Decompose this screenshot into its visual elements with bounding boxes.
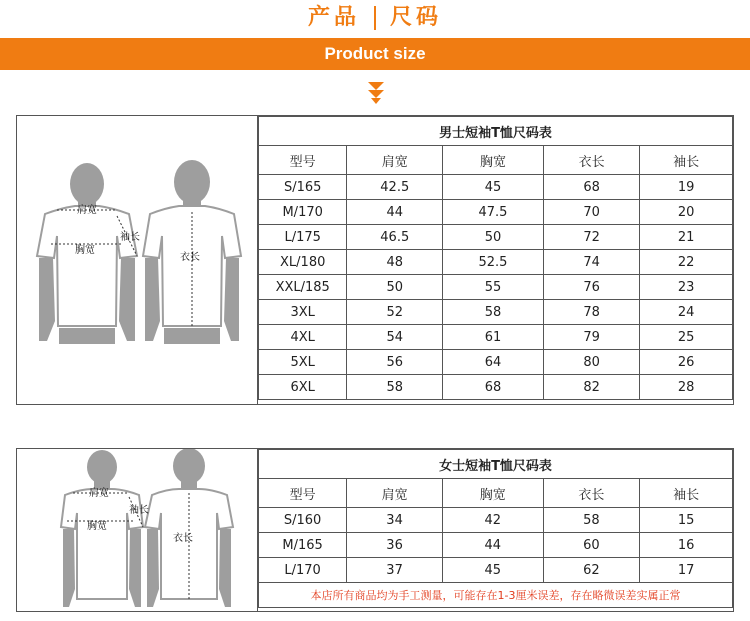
value-cell: 22 [640,250,733,275]
men-figure-area [17,116,258,404]
value-cell: 58 [443,300,544,325]
value-cell: 24 [640,300,733,325]
value-cell: 68 [443,375,544,400]
value-cell: 68 [543,175,640,200]
table-row [259,558,733,583]
value-cell: 44 [347,200,443,225]
value-cell: 21 [640,225,733,250]
header-cell: 衣长 [543,146,640,175]
measurement-note: 本店所有商品均为手工测量，可能存在1-3厘米误差，存在略微误差实属正常 [259,583,733,608]
value-cell: 70 [543,200,640,225]
value-cell: 36 [347,533,443,558]
value-cell: 82 [543,375,640,400]
size-cell: XXL/185 [259,275,347,300]
value-cell: 42 [442,508,543,533]
value-cell: 76 [543,275,640,300]
table-row [259,200,733,225]
table-row [259,325,733,350]
title-left: 产品 [307,5,360,30]
table-row [259,225,733,250]
value-cell: 47.5 [443,200,544,225]
value-cell: 52.5 [443,250,544,275]
women-size-table [258,449,733,608]
header-cell: 胸宽 [443,146,544,175]
value-cell: 20 [640,200,733,225]
value-cell: 78 [543,300,640,325]
chest-label: 胸宽 [87,521,107,532]
value-cell: 50 [347,275,443,300]
value-cell: 23 [640,275,733,300]
value-cell: 17 [640,558,733,583]
size-cell: S/165 [259,175,347,200]
value-cell: 50 [443,225,544,250]
header-cell: 袖长 [640,479,733,508]
table-row [259,300,733,325]
size-cell: 4XL [259,325,347,350]
value-cell: 80 [543,350,640,375]
men-table-title: 男士短袖T恤尺码表 [259,117,733,146]
double-chevron-down-icon [368,80,384,106]
header-cell: 型号 [259,146,347,175]
title-divider [374,6,376,30]
size-cell: XL/180 [259,250,347,275]
men-front-figure [17,116,257,404]
header-cell: 肩宽 [347,479,443,508]
length-label: 衣长 [173,533,193,544]
women-figure-area [17,449,258,611]
value-cell: 28 [640,375,733,400]
value-cell: 42.5 [347,175,443,200]
shoulder-label: 肩宽 [77,205,97,216]
sleeve-label: 袖长 [129,505,149,516]
header-cell: 型号 [259,479,347,508]
value-cell: 60 [543,533,640,558]
size-cell: S/160 [259,508,347,533]
value-cell: 37 [347,558,443,583]
value-cell: 61 [443,325,544,350]
value-cell: 79 [543,325,640,350]
size-cell: M/165 [259,533,347,558]
value-cell: 26 [640,350,733,375]
header-cell: 胸宽 [442,479,543,508]
title-right: 尺码 [390,5,443,30]
value-cell: 58 [347,375,443,400]
value-cell: 58 [543,508,640,533]
shoulder-label: 肩宽 [89,488,109,499]
header-cell: 衣长 [543,479,640,508]
table-row [259,250,733,275]
header-cell: 肩宽 [347,146,443,175]
value-cell: 45 [443,175,544,200]
women-table-title: 女士短袖T恤尺码表 [259,450,733,479]
value-cell: 25 [640,325,733,350]
value-cell: 64 [443,350,544,375]
value-cell: 48 [347,250,443,275]
value-cell: 45 [442,558,543,583]
table-row [259,508,733,533]
men-size-section [16,115,734,405]
value-cell: 46.5 [347,225,443,250]
value-cell: 15 [640,508,733,533]
header-cell: 袖长 [640,146,733,175]
value-cell: 55 [443,275,544,300]
table-row [259,375,733,400]
product-size-banner [0,38,750,70]
men-table-header [259,146,733,175]
size-cell: 3XL [259,300,347,325]
size-cell: 5XL [259,350,347,375]
size-cell: 6XL [259,375,347,400]
value-cell: 19 [640,175,733,200]
table-row [259,350,733,375]
size-cell: L/170 [259,558,347,583]
sleeve-label: 袖长 [120,232,140,243]
value-cell: 74 [543,250,640,275]
value-cell: 62 [543,558,640,583]
value-cell: 72 [543,225,640,250]
size-cell: L/175 [259,225,347,250]
banner-text: Product size [324,44,426,63]
chest-label: 胸宽 [75,245,95,256]
women-table-header [259,479,733,508]
value-cell: 44 [442,533,543,558]
length-label: 衣长 [180,252,200,263]
value-cell: 52 [347,300,443,325]
men-size-table [258,116,733,400]
table-row [259,175,733,200]
value-cell: 16 [640,533,733,558]
page-title [0,0,750,36]
women-figure [17,449,257,611]
size-cell: M/170 [259,200,347,225]
women-size-section [16,448,734,612]
value-cell: 56 [347,350,443,375]
value-cell: 54 [347,325,443,350]
table-row [259,533,733,558]
value-cell: 34 [347,508,443,533]
table-row [259,275,733,300]
